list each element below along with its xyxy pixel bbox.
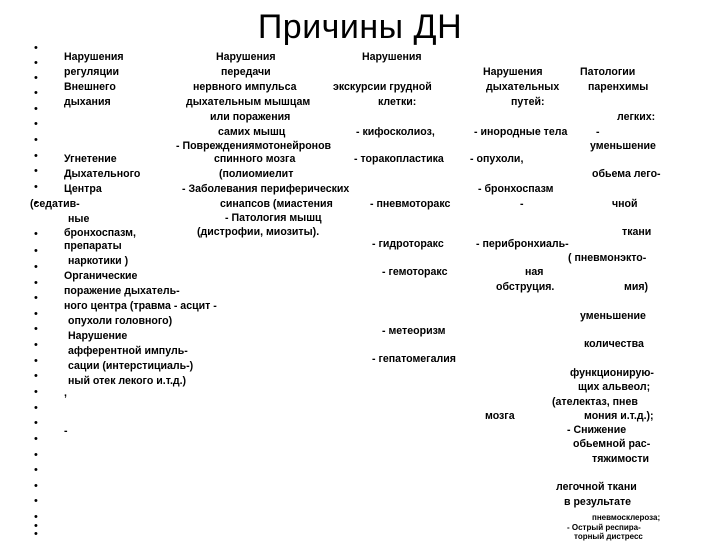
col5-line: - Острый респира- xyxy=(567,523,641,532)
col3-line: - гемоторакс xyxy=(382,266,448,278)
col4-line: мозга xyxy=(485,410,515,422)
bullet xyxy=(34,311,40,317)
col5-line: легочной ткани xyxy=(556,481,637,493)
col1-line: дыхания xyxy=(64,96,111,108)
col1-line: Внешнего xyxy=(64,81,116,93)
bullet xyxy=(34,60,40,66)
col3-line: Нарушения xyxy=(362,51,422,63)
bullet xyxy=(34,231,40,237)
col1-line: - xyxy=(64,425,68,437)
col3-line: - гидроторакс xyxy=(372,238,444,250)
col4-line: - xyxy=(520,198,524,210)
col1-line: ные xyxy=(68,213,90,225)
col2-line: или поражения xyxy=(210,111,291,123)
col4-line: ная xyxy=(525,266,544,278)
col3-line: - кифосколиоз, xyxy=(356,126,435,138)
col5-line: чной xyxy=(612,198,638,210)
col1-line: Центра xyxy=(64,183,102,195)
col5-line: - xyxy=(596,126,600,138)
col5-line: легких: xyxy=(617,111,656,123)
col3-line: - торакопластика xyxy=(354,153,444,165)
col5-line: ткани xyxy=(622,226,652,238)
bullet xyxy=(34,342,40,348)
col2-line: (полиомиелит xyxy=(219,168,294,180)
col1-line: ного центра (травма - асцит - xyxy=(64,300,217,312)
col5-line: количества xyxy=(584,338,644,350)
bullet xyxy=(34,75,40,81)
col3-line: экскурсии грудной xyxy=(333,81,432,93)
col2-line: нервного импульса xyxy=(193,81,297,93)
col1-line: Нарушения xyxy=(64,51,124,63)
col2-line: Нарушения xyxy=(216,51,276,63)
col4-line: Нарушения xyxy=(483,66,543,78)
col1-line: Угнетение xyxy=(64,153,117,165)
bullet xyxy=(34,264,40,270)
bullet xyxy=(34,168,40,174)
bullet xyxy=(34,280,40,286)
col1-line: опухоли головного) xyxy=(68,315,173,327)
bullet xyxy=(34,45,40,51)
bullet xyxy=(34,373,40,379)
col1-line: сации (интерстициаль-) xyxy=(68,360,194,372)
col5-line: мония и.т.д.); xyxy=(584,410,654,422)
col2-line: синапсов (миастения xyxy=(220,198,333,210)
col1-line: препараты xyxy=(64,240,122,252)
col1-line: ный отек лекого и.т.д.) xyxy=(68,375,187,387)
col4-line: обструция. xyxy=(496,281,555,293)
col1-line: поражение дыхатель- xyxy=(64,285,180,297)
col4-line: - инородные тела xyxy=(474,126,568,138)
col5-line: в результате xyxy=(564,496,632,508)
bullet xyxy=(34,106,40,112)
col3-line: - метеоризм xyxy=(382,325,446,337)
bullet xyxy=(34,405,40,411)
bullet xyxy=(34,184,40,190)
col1-line: Органические xyxy=(64,270,138,282)
col5-line: функционирую- xyxy=(570,367,654,379)
bullet xyxy=(34,248,40,254)
bullet xyxy=(34,121,40,127)
col5-line: ( пневмонэкто- xyxy=(568,252,647,264)
col4-line: - опухоли, xyxy=(470,153,524,165)
bullet xyxy=(34,326,40,332)
col5-line: обьема лего- xyxy=(592,168,661,180)
col1-line: Дыхательного xyxy=(64,168,141,180)
col4-line: - перибронхиаль- xyxy=(476,238,569,250)
col2-line: - Патология мышц xyxy=(225,212,322,224)
col2-line: - Повреждениямотонейронов xyxy=(176,140,332,152)
col2-line: - Заболевания периферических xyxy=(182,183,350,195)
col2-line: передачи xyxy=(221,66,271,78)
col1-line: наркотики ) xyxy=(68,255,129,267)
col2-line: самих мышц xyxy=(218,126,286,138)
col5-line: уменьшение xyxy=(590,140,656,152)
bullet xyxy=(34,358,40,364)
col4-line: путей: xyxy=(511,96,545,108)
col2-line: дыхательным мышцам xyxy=(186,96,311,108)
bullet xyxy=(34,483,40,489)
col4-line: дыхательных xyxy=(486,81,560,93)
col3-line: - гепатомегалия xyxy=(372,353,456,365)
col5-line: тяжимости xyxy=(592,453,650,465)
bullet xyxy=(34,137,40,143)
bullet xyxy=(34,452,40,458)
slide-title: Причины ДН xyxy=(257,8,463,46)
bullet xyxy=(34,90,40,96)
col5-line: (ателектаз, пнев xyxy=(552,396,638,408)
col5-line: паренхимы xyxy=(588,81,649,93)
col1-line: регуляции xyxy=(64,66,119,78)
bullet xyxy=(34,420,40,426)
bullet xyxy=(34,153,40,159)
bullet xyxy=(34,436,40,442)
bullet xyxy=(34,389,40,395)
col1-line: (седатив- xyxy=(30,198,80,210)
col5-line: пневмосклероза; xyxy=(592,513,661,522)
bullet xyxy=(34,467,40,473)
col2-line: (дистрофии, миозиты). xyxy=(197,226,320,238)
col5-line: мия) xyxy=(624,281,649,293)
col1-line: афферентной импуль- xyxy=(68,345,188,357)
col5-line: торный дистресс xyxy=(574,532,643,541)
col5-line: обьемной рас- xyxy=(573,438,651,450)
col5-line: щих альвеол; xyxy=(578,381,651,393)
bullet xyxy=(34,531,40,537)
col1-line: , xyxy=(64,387,67,399)
col4-line: - бронхоспазм xyxy=(478,183,554,195)
col1-line: бронхоспазм, xyxy=(64,227,136,239)
col2-line: спинного мозга xyxy=(214,153,296,165)
bullet xyxy=(34,295,40,301)
col3-line: клетки: xyxy=(378,96,417,108)
col3-line: - пневмоторакс xyxy=(370,198,451,210)
col5-line: - Снижение xyxy=(567,424,627,436)
col5-line: уменьшение xyxy=(580,310,646,322)
col5-line: Патологии xyxy=(580,66,636,78)
bullet xyxy=(34,498,40,504)
col1-line: Нарушение xyxy=(68,330,128,342)
